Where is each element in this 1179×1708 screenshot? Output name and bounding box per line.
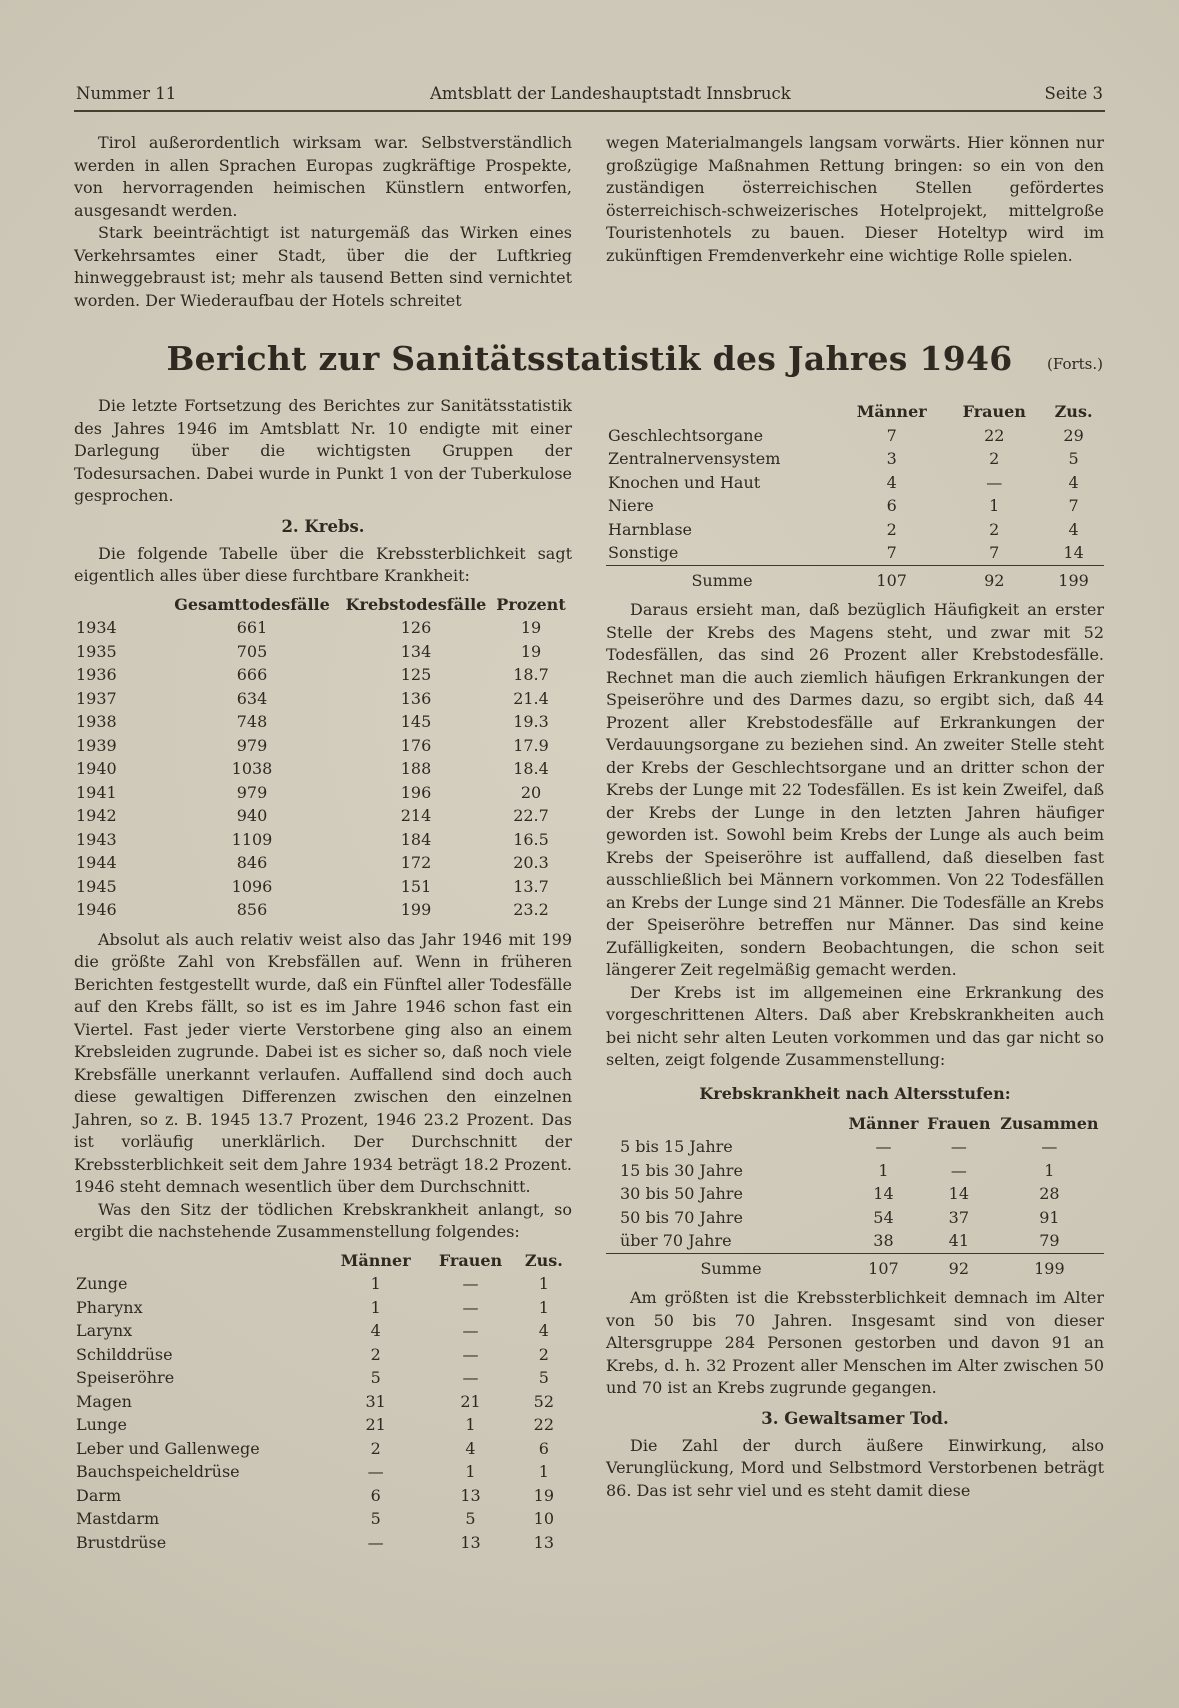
table-row	[74, 687, 572, 711]
table-row	[606, 541, 1104, 565]
row-label: 1937	[76, 688, 117, 708]
cell-value: 134	[400, 641, 432, 661]
row-label: Brustdrüse	[76, 1532, 167, 1552]
cell-value: 199	[400, 900, 432, 919]
cell-value: 22.7	[513, 806, 549, 825]
cell-value: 21	[365, 1415, 386, 1434]
cell-value: 176	[400, 735, 432, 755]
table-row	[74, 1390, 572, 1414]
cell-value: 661	[236, 618, 268, 637]
cell-value: 1096	[231, 876, 273, 896]
column-header	[74, 1249, 326, 1273]
table-row	[74, 1366, 572, 1390]
cell-value: 5	[465, 1509, 476, 1528]
cell-value: 21	[460, 1391, 481, 1411]
table-body	[606, 1135, 1104, 1253]
cell-value: 1	[989, 496, 1000, 515]
cell-value: 18.4	[513, 759, 549, 778]
row-label: 15 bis 30 Jahre	[620, 1160, 743, 1180]
table-row	[606, 1159, 1104, 1183]
row-label: über 70 Jahre	[620, 1231, 732, 1250]
cell-value: 196	[400, 782, 432, 802]
row-label: 1946	[76, 900, 117, 919]
cell-value: 7	[886, 425, 897, 445]
cell-value: —	[950, 1137, 967, 1156]
cell-value: 3	[886, 449, 897, 468]
cell-value: 940	[236, 806, 268, 825]
table-row	[74, 804, 572, 828]
mortality-table	[74, 593, 572, 922]
cell-value: 1	[538, 1297, 549, 1317]
table-row	[606, 1206, 1104, 1230]
cell-value: 19	[520, 641, 542, 661]
cell-value: 5	[538, 1368, 549, 1387]
table-head	[74, 593, 572, 617]
cell-value: 188	[400, 759, 432, 778]
cell-value: —	[875, 1137, 892, 1156]
row-label: Speiseröhre	[76, 1368, 175, 1387]
table-row	[74, 640, 572, 664]
table-header-row	[606, 400, 1104, 424]
intro-right-column	[606, 132, 1104, 312]
table-row	[74, 663, 572, 687]
cell-value: 13.7	[513, 876, 549, 896]
cell-value: —	[462, 1297, 479, 1317]
row-label: Larynx	[76, 1321, 133, 1340]
table-header-row	[606, 1112, 1104, 1136]
cancer-site-table-right	[606, 400, 1104, 592]
table-total-row	[606, 565, 1104, 592]
row-label: 30 bis 50 Jahre	[620, 1184, 743, 1203]
cell-value: 4	[370, 1321, 381, 1340]
total-value: 107	[844, 1253, 923, 1280]
cell-value: 7	[886, 543, 897, 562]
column-header: Zusammen	[1000, 1113, 1099, 1133]
header-rule	[74, 110, 1105, 112]
cell-value: 856	[236, 900, 268, 919]
cell-value: 29	[1063, 425, 1084, 445]
cell-value: 4	[1068, 519, 1079, 539]
row-label: Niere	[608, 496, 654, 515]
continuation-note: (Forts.)	[1047, 355, 1103, 373]
column-header: Männer	[848, 1113, 919, 1133]
cell-value: 21.4	[513, 688, 549, 708]
intro-left-column	[74, 132, 572, 312]
cell-value: 19	[533, 1485, 555, 1505]
cell-value: 18.7	[513, 665, 549, 684]
cell-value: 705	[236, 641, 268, 661]
cell-value: —	[367, 1532, 384, 1552]
cell-value: 14	[948, 1184, 969, 1203]
cell-value: 13	[460, 1532, 481, 1552]
article-right-column	[606, 395, 1104, 1561]
row-label: Zentralnervensystem	[608, 449, 781, 468]
cell-value: 14	[873, 1184, 894, 1203]
table-row	[74, 875, 572, 899]
row-label: Leber und Gallenwege	[76, 1438, 260, 1458]
row-label: 1934	[76, 618, 117, 637]
table-row	[606, 471, 1104, 495]
table-row	[74, 1460, 572, 1484]
total-label: Summe	[606, 1253, 844, 1280]
cell-value: 4	[1068, 472, 1079, 492]
table-row	[74, 1319, 572, 1343]
cell-value: —	[462, 1368, 479, 1387]
cell-value: 6	[370, 1485, 381, 1505]
column-header: Zus.	[524, 1250, 563, 1270]
row-label: 5 bis 15 Jahre	[620, 1137, 733, 1156]
cell-value: 41	[948, 1231, 969, 1250]
cell-value: 23.2	[513, 900, 549, 919]
table-row	[74, 1484, 572, 1508]
cell-value: 31	[365, 1391, 386, 1411]
row-label: 1944	[76, 853, 117, 872]
cell-value: 5	[370, 1509, 381, 1528]
cell-value: 2	[989, 519, 1000, 539]
cell-value: 19.3	[513, 712, 549, 731]
cell-value: 14	[1063, 543, 1084, 562]
cell-value: 846	[236, 853, 268, 872]
publication-title: Amtsblatt der Landeshauptstadt Innsbruck	[430, 84, 791, 103]
cell-value: 2	[538, 1344, 549, 1364]
row-label: 1940	[76, 759, 117, 778]
cell-value: 1	[465, 1415, 476, 1434]
section-heading-gewaltsamer-tod: 3. Gewaltsamer Tod.	[761, 1408, 949, 1428]
intro-section	[74, 132, 1105, 312]
article-title: Bericht zur Sanitätsstatistik des Jahres 1946	[166, 339, 1013, 378]
row-label: 1942	[76, 806, 117, 825]
row-label: Bauchspeicheldrüse	[76, 1462, 240, 1481]
paragraph: Am größten ist die Krebssterblichkeit demnach im Alter von 50 bis 70 Jahren. Insgesamt sind von dieser Altersgruppe 284 Personen gestorben und davon 91 an Krebs, d. h. 32 Prozent aller Menschen im Alter zwischen 50 und 70 ist an Krebs zugrunde gegangen.	[606, 1288, 1104, 1397]
column-header: Frauen	[438, 1250, 503, 1270]
cell-value: 22	[533, 1415, 555, 1434]
table-row	[74, 1296, 572, 1320]
row-label: Zunge	[76, 1274, 128, 1293]
table-header-row	[74, 1249, 572, 1273]
cell-value: —	[950, 1160, 967, 1180]
cell-value: 17.9	[513, 735, 549, 755]
paragraph: wegen Materialmangels langsam vorwärts. Hier können nur großzügige Maßnahmen Rettung bringen: so ein von den zuständigen österreichischen Stellen gefördertes österreichisch-schweizerisches Hotelprojekt, mittelgroße Touristenhotels zu bauen. Dieser Hoteltyp wird im zukünftigen Fremdenverkehr eine wichtige Rolle spielen.	[606, 133, 1104, 265]
table-body	[74, 616, 572, 922]
cell-value: 2	[370, 1344, 381, 1364]
table-row	[606, 1135, 1104, 1159]
cell-value: 7	[1068, 496, 1079, 515]
cell-value: —	[462, 1274, 479, 1293]
cell-value: 1	[538, 1462, 549, 1481]
cell-value: 1	[370, 1297, 381, 1317]
paragraph: Daraus ersieht man, daß bezüglich Häufigkeit an erster Stelle der Krebs des Magens steht, und zwar mit 52 Todesfällen, das sind 26 Prozent aller Krebstodesfälle. Rechnet man die auch ziemlich häufigen Erkrankungen der Speiseröhre und des Darmes dazu, so ergibt sich, daß 44 Prozent aller Krebstodesfälle auf Erkrankungen der Verdauungsorgane zu beziehen sind. An zweiter Stelle steht der Krebs der Geschlechtsorgane und an dritter schon der Krebs der Lunge mit 22 Todesfällen. Es ist kein Zweifel, daß der Krebs der Lunge in den letzten Jahren häufiger geworden ist. Sowohl beim Krebs der Lunge als auch beim Krebs der Speiseröhre ist auffallend, daß dieselben fast ausschließlich bei Männern vorkommen. Von 22 Todesfällen an Krebs der Lunge sind 21 Männer. Die Todesfälle an Krebs der Speiseröhre betreffen nur Männer. Das sind keine Zufälligkeiten, sondern Beobachtungen, die schon seit längerer Zeit regelmäßig gemacht werden.	[606, 600, 1104, 979]
column-header: Frauen	[962, 402, 1026, 421]
cell-value: 979	[236, 735, 268, 755]
cell-value: 125	[400, 665, 432, 684]
column-header: Männer	[856, 402, 927, 421]
cell-value: 7	[989, 543, 1000, 562]
cell-value: 979	[236, 782, 268, 802]
paragraph: Die letzte Fortsetzung des Berichtes zur Sanitätsstatistik des Jahres 1946 im Amtsblatt Nr. 10 endigte mit einer Darlegung über die wichtigsten Gruppen der Todesursachen. Dabei wurde in Punkt 1 von der Tuberkulose gesprochen.	[74, 396, 572, 505]
paragraph: Stark beeinträchtigt ist naturgemäß das Wirken eines Verkehrsamtes einer Stadt, über die der Luftkrieg hinweggebraust ist; mehr als tausend Betten sind vernichtet worden. Der Wiederaufbau der Hotels schreitet	[74, 223, 572, 310]
table-row	[74, 1507, 572, 1531]
table-row	[74, 851, 572, 875]
column-header: Prozent	[496, 594, 566, 614]
cell-value: 5	[370, 1368, 381, 1387]
article-title-row	[74, 339, 1105, 378]
table-row	[606, 447, 1104, 471]
row-label: Magen	[76, 1391, 132, 1411]
cell-value: —	[367, 1462, 384, 1481]
row-label: 1935	[76, 641, 117, 661]
age-table-heading: Krebskrankheit nach Altersstufen:	[699, 1083, 1011, 1103]
cell-value: 1	[878, 1160, 889, 1180]
cell-value: 151	[400, 876, 432, 896]
table-row	[606, 518, 1104, 542]
row-label: Harnblase	[608, 519, 693, 539]
cell-value: 2	[989, 449, 1000, 468]
cell-value: 172	[400, 853, 432, 872]
column-header: Zus.	[1054, 402, 1093, 421]
row-label: Knochen und Haut	[608, 472, 761, 492]
cell-value: —	[1041, 1137, 1058, 1156]
article-body	[74, 395, 1105, 1561]
page-header	[74, 84, 1105, 110]
cell-value: 2	[886, 519, 897, 539]
cell-value: 4	[886, 472, 897, 492]
row-label: 1941	[76, 782, 117, 802]
issue-number: Nummer 11	[76, 84, 177, 103]
table-body	[74, 1272, 572, 1554]
paragraph: Die folgende Tabelle über die Krebssterblichkeit sagt eigentlich alles über diese furchtbare Krankheit:	[74, 543, 572, 585]
table-head	[606, 1112, 1104, 1136]
total-label: Summe	[606, 565, 838, 592]
cell-value: 145	[400, 712, 432, 731]
cell-value: 4	[538, 1321, 549, 1340]
total-value: 92	[923, 1253, 995, 1280]
row-label: 1938	[76, 712, 117, 731]
cell-value: 19	[520, 618, 542, 637]
article-left-column	[74, 395, 572, 1561]
column-header	[74, 593, 162, 617]
table-foot	[606, 1253, 1104, 1280]
cell-value: 28	[1039, 1184, 1060, 1203]
table-row	[606, 1229, 1104, 1253]
cell-value: 634	[236, 688, 268, 708]
cell-value: 13	[460, 1485, 481, 1505]
table-header-row	[74, 593, 572, 617]
cell-value: 20	[520, 782, 542, 802]
table-row	[74, 1272, 572, 1296]
table-head	[74, 1249, 572, 1273]
cell-value: —	[462, 1344, 479, 1364]
table-row	[74, 828, 572, 852]
table-row	[74, 1343, 572, 1367]
cell-value: 1	[465, 1462, 476, 1481]
cell-value: 1	[1044, 1160, 1055, 1180]
cell-value: 1038	[231, 759, 273, 778]
column-header: Gesamttodesfälle	[174, 594, 330, 614]
column-header	[606, 1112, 844, 1136]
table-row	[74, 757, 572, 781]
table-row	[606, 1182, 1104, 1206]
cell-value: 136	[400, 688, 432, 708]
row-label: Darm	[76, 1485, 122, 1505]
cell-value: 6	[886, 496, 897, 515]
age-distribution-table	[606, 1112, 1104, 1281]
cell-value: 20.3	[513, 853, 549, 872]
cell-value: 91	[1039, 1207, 1060, 1227]
table-row	[74, 734, 572, 758]
cell-value: 184	[400, 829, 432, 849]
row-label: 1939	[76, 735, 117, 755]
cell-value: 38	[873, 1231, 894, 1250]
table-row	[74, 898, 572, 922]
table-foot	[606, 565, 1104, 592]
table-row	[606, 424, 1104, 448]
cell-value: 1	[538, 1274, 549, 1293]
total-value: 199	[995, 1253, 1104, 1280]
table-head	[606, 400, 1104, 424]
table-row	[74, 1413, 572, 1437]
row-label: Sonstige	[608, 543, 679, 562]
table-row	[74, 710, 572, 734]
paragraph: Absolut als auch relativ weist also das Jahr 1946 mit 199 die größte Zahl von Krebsfällen auf. Wenn in früheren Berichten festgestellt wurde, daß ein Fünftel aller Todesfälle auf den Krebs fällt, so ist es im Jahre 1946 schon fast ein Viertel. Fast jeder vierte Verstorbene ging also an einem Krebsleiden zugrunde. Dabei ist es sicher so, daß noch viele Krebsfälle unerkannt verlaufen. Auffallend sind doch auch diese gewaltigen Differenzen zwischen den einzelnen Jahren, so z. B. 1945 13.7 Prozent, 1946 23.2 Prozent. Das ist vorläufig unerklärlich. Der Durchschnitt der Krebssterblichkeit seit dem Jahre 1934 beträgt 18.2 Prozent. 1946 steht demnach wesentlich über dem Durchschnitt.	[74, 929, 572, 1196]
row-label: Lunge	[76, 1415, 127, 1434]
row-label: Geschlechtsorgane	[608, 425, 764, 445]
table-row	[74, 1437, 572, 1461]
cell-value: 54	[873, 1207, 894, 1227]
cancer-site-table-left	[74, 1249, 572, 1555]
cell-value: 22	[984, 425, 1005, 445]
paragraph: Die Zahl der durch äußere Einwirkung, also Verunglückung, Mord und Selbstmord Verstorbenen beträgt 86. Das ist sehr viel und es steht damit diese	[606, 1435, 1104, 1500]
total-value: 199	[1043, 565, 1104, 592]
total-value: 92	[945, 565, 1043, 592]
cell-value: 13	[533, 1532, 555, 1552]
cell-value: 5	[1068, 449, 1079, 468]
cell-value: 748	[236, 712, 268, 731]
cell-value: 1	[370, 1274, 381, 1293]
row-label: 50 bis 70 Jahre	[620, 1207, 743, 1227]
cell-value: 666	[236, 665, 268, 684]
table-row	[606, 494, 1104, 518]
total-value: 107	[838, 565, 945, 592]
cell-value: 52	[533, 1391, 555, 1411]
table-row	[74, 781, 572, 805]
cell-value: 214	[400, 806, 432, 825]
column-header: Männer	[340, 1250, 411, 1270]
row-label: 1943	[76, 829, 117, 849]
row-label: 1945	[76, 876, 117, 896]
column-header: Krebstodesfälle	[345, 594, 487, 614]
cell-value: 4	[465, 1438, 476, 1458]
paragraph: Der Krebs ist im allgemeinen eine Erkrankung des vorgeschrittenen Alters. Daß aber Krebskrankheiten auch bei nicht sehr alten Leuten vorkommen und das gar nicht so selten, zeigt folgende Zusammenstellung:	[606, 982, 1104, 1069]
cell-value: 126	[400, 618, 432, 637]
table-row	[74, 616, 572, 640]
table-row	[74, 1531, 572, 1555]
paragraph: Tirol außerordentlich wirksam war. Selbstverständlich werden in allen Sprachen Europas zugkräftige Prospekte, von hervorragenden heimischen Künstlern entworfen, ausgesandt werden.	[74, 133, 572, 220]
row-label: Pharynx	[76, 1297, 143, 1317]
table-body	[606, 424, 1104, 566]
cell-value: 10	[533, 1509, 555, 1528]
cell-value: 16.5	[513, 829, 549, 849]
cell-value: —	[462, 1321, 479, 1340]
cell-value: 79	[1039, 1231, 1060, 1250]
row-label: 1936	[76, 665, 117, 684]
cell-value: 2	[370, 1438, 381, 1458]
cell-value: 37	[948, 1207, 969, 1227]
row-label: Schilddrüse	[76, 1344, 173, 1364]
row-label: Mastdarm	[76, 1509, 160, 1528]
page-number: Seite 3	[1044, 84, 1103, 103]
cell-value: 1109	[231, 829, 273, 849]
paragraph: Was den Sitz der tödlichen Krebskrankheit anlangt, so ergibt die nachstehende Zusammenstellung folgendes:	[74, 1199, 572, 1241]
table-total-row	[606, 1253, 1104, 1280]
cell-value: 6	[538, 1438, 549, 1458]
section-heading-krebs: 2. Krebs.	[281, 516, 365, 536]
column-header	[606, 400, 838, 424]
column-header: Frauen	[927, 1113, 991, 1133]
cell-value: —	[986, 472, 1003, 492]
